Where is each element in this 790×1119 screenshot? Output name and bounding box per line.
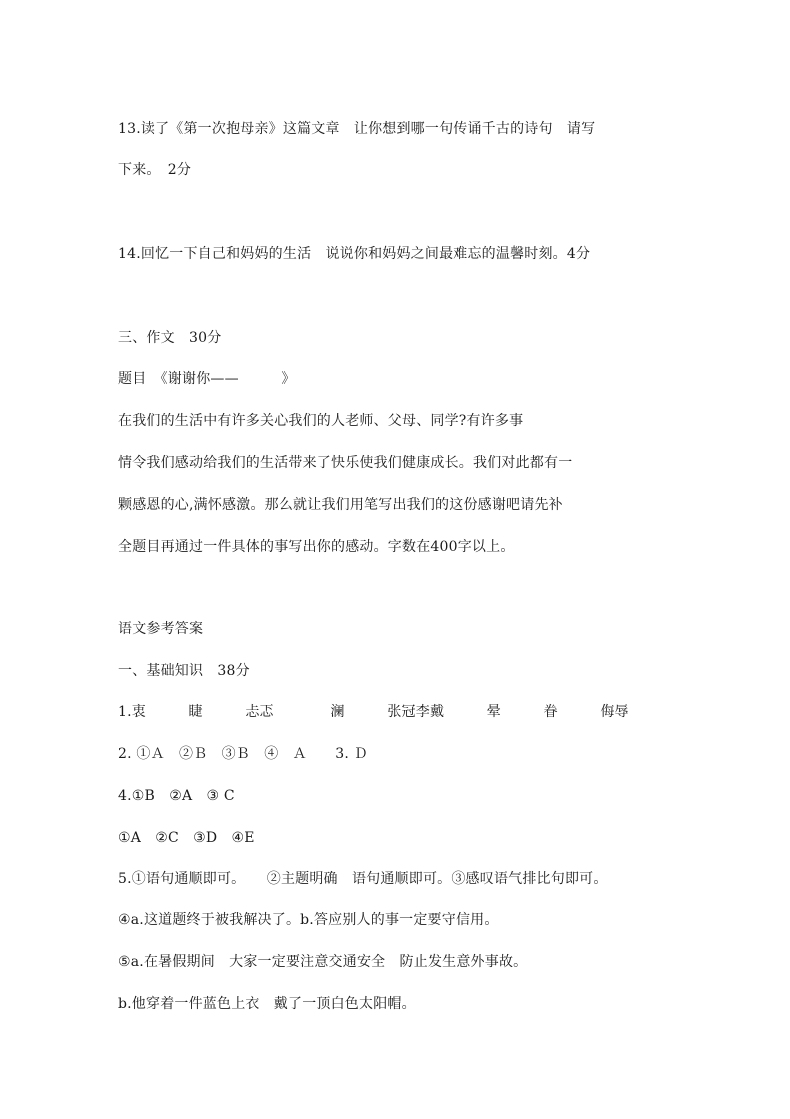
composition-title: 题目 《谢谢你—— 》 [118,371,296,387]
composition-heading: 三、作文 30分 [118,330,222,346]
composition-paragraph-line-1: 在我们的生活中有许多关心我们的人老师、父母、同学?有许多事 [118,413,524,429]
composition-paragraph-line-3: 颗感恩的心,满怀感激。那么就让我们用笔写出我们的这份感谢吧请先补 [118,497,563,513]
answer-4-continued: ①A ②C ③D ④E [118,830,255,846]
answer-5-item-4: ④a.这道题终于被我解决了。b.答应别人的事一定要守信用。 [118,912,499,928]
answer-1: 1.衷 睫 忐忑 澜 张冠李戴 晕 眷 侮辱 [118,704,629,720]
composition-paragraph-line-4: 全题目再通过一件具体的事写出你的感动。字数在400字以上。 [118,539,515,555]
answers-heading: 语文参考答案 [118,621,204,637]
answer-5-item-5b: b.他穿着一件蓝色上衣 戴了一顶白色太阳帽。 [118,996,416,1012]
answers-section-1: 一、基础知识 38分 [118,663,250,679]
answer-2-3: 2. ①Ａ ②Ｂ ③Ｂ ④ Ａ 3. Ｄ [118,746,368,762]
answer-5-item-5: ⑤a.在暑假期间 大家一定要注意交通安全 防止发生意外事故。 [118,954,528,970]
answer-4: 4.①B ②A ③ C [118,788,235,804]
question-13-line-1: 13.读了《第一次抱母亲》这篇文章 让你想到哪一句传诵千古的诗句 请写 [118,121,596,137]
question-14-line-1: 14.回忆一下自己和妈妈的生活 说说你和妈妈之间最难忘的温馨时刻。4分 [118,246,591,262]
composition-paragraph-line-2: 情令我们感动给我们的生活带来了快乐使我们健康成长。我们对此都有一 [118,455,573,471]
answer-5: 5.①语句通顺即可。 ②主题明确 语句通顺即可。③感叹语气排比句即可。 [118,871,608,887]
question-13-line-2: 下来。 2分 [118,162,192,178]
